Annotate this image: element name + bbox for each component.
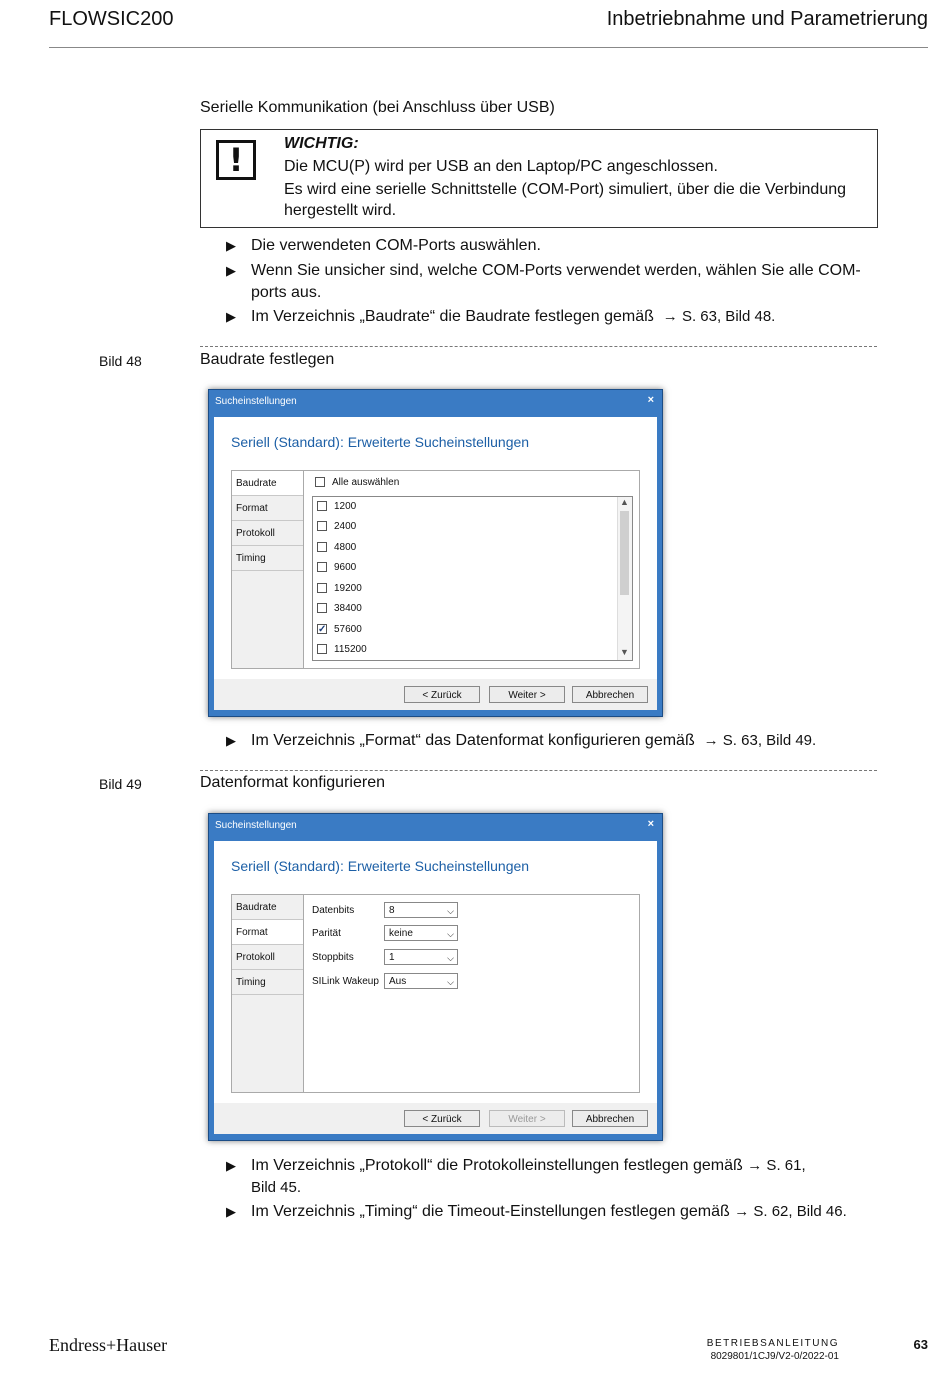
close-icon[interactable]: × [647, 818, 654, 830]
exclamation-icon: ! [216, 140, 256, 180]
list-item[interactable] [317, 540, 356, 556]
list-item[interactable] [317, 601, 362, 617]
cross-reference-link[interactable]: → S. 63, Bild 49. [703, 732, 817, 749]
chevron-down-icon: ⌵ [447, 929, 454, 939]
checkbox[interactable] [317, 603, 327, 613]
datenbits-select[interactable]: 8 ⌵ [384, 902, 458, 918]
stoppbits-select[interactable]: 1 ⌵ [384, 949, 458, 965]
search-settings-dialog-baudrate [208, 389, 663, 717]
scrollbar-thumb[interactable] [620, 511, 629, 595]
doc-header-product: FLOWSIC200 [49, 8, 174, 30]
checkbox[interactable] [317, 562, 327, 572]
baudrate-value: 1200 [334, 501, 357, 512]
checkbox[interactable] [317, 521, 327, 531]
nav-item-protokoll[interactable]: Protokoll [232, 521, 303, 546]
notice-line: Die MCU(P) wird per USB an den Laptop/PC angeschlossen. [284, 158, 718, 175]
chevron-down-icon: ⌵ [447, 977, 454, 987]
bullet-text: Die verwendeten COM-Ports auswählen. [251, 237, 541, 254]
chevron-down-icon: ⌵ [447, 953, 454, 963]
nav-item-timing[interactable]: Timing [232, 970, 303, 995]
checkbox-label: Alle auswählen [332, 477, 400, 488]
figure-divider [200, 346, 877, 347]
dialog-title: Sucheinstellungen [215, 396, 297, 407]
settings-nav [232, 895, 304, 1092]
checkbox[interactable] [317, 542, 327, 552]
figure-title: Baudrate festlegen [200, 351, 335, 368]
nav-item-timing[interactable]: Timing [232, 546, 303, 571]
search-settings-dialog-format [208, 813, 663, 1141]
list-item[interactable] [317, 560, 356, 576]
baudrate-value: 115200 [334, 644, 367, 655]
chevron-down-icon: ⌵ [447, 906, 454, 916]
bullet-text: Im Verzeichnis „Timing“ die Timeout-Einstellungen festlegen gemäß [251, 1203, 730, 1220]
chevron-down-icon[interactable]: ▼ [620, 647, 629, 657]
bullet-arrow-icon: ▶ [226, 1158, 236, 1173]
figure-label: Bild 49 [99, 776, 142, 792]
bullet-text: Wenn Sie unsicher sind, welche COM-Ports verwendet werden, wählen Sie alle COM- [251, 262, 861, 279]
notice-line: hergestellt wird. [284, 202, 397, 219]
document-type: BETRIEBSANLEITUNG [706, 1338, 839, 1349]
dialog-heading: Seriell (Standard): Erweiterte Sucheinstellungen [231, 434, 530, 450]
select-all-checkbox[interactable] [315, 475, 399, 491]
checkbox[interactable] [315, 477, 325, 487]
baudrate-value: 9600 [334, 562, 357, 573]
baudrate-list[interactable] [312, 496, 633, 661]
cross-reference-link[interactable]: → S. 62, Bild 46. [734, 1203, 847, 1220]
field-label: Stoppbits [312, 952, 354, 963]
figure-title: Datenformat konfigurieren [200, 774, 385, 791]
nav-item-baudrate[interactable]: Baudrate [232, 471, 303, 496]
baudrate-value: 2400 [334, 521, 357, 532]
important-notice [200, 129, 878, 228]
field-label: SILink Wakeup [312, 976, 379, 987]
nav-item-format[interactable]: Format [232, 920, 303, 945]
figure-label: Bild 48 [99, 353, 142, 369]
close-icon[interactable]: × [647, 394, 654, 406]
cross-reference-link[interactable]: → S. 63, Bild 48. [662, 308, 776, 325]
checkbox[interactable] [317, 644, 327, 654]
baudrate-value: 4800 [334, 542, 357, 553]
bullet-arrow-icon: ▶ [226, 733, 236, 748]
form-row [312, 973, 454, 991]
nav-item-protokoll[interactable]: Protokoll [232, 945, 303, 970]
header-divider [49, 47, 928, 48]
back-button[interactable]: < Zurück [404, 1110, 480, 1127]
checkbox[interactable] [317, 583, 327, 593]
notice-title: WICHTIG: [284, 135, 359, 152]
silink-wakeup-select[interactable]: Aus ⌵ [384, 973, 458, 989]
page-number: 63 [913, 1337, 928, 1352]
section-title: Serielle Kommunikation (bei Anschluss über USB) [200, 99, 555, 116]
form-row [312, 902, 454, 920]
list-item[interactable] [317, 581, 362, 597]
bullet-arrow-icon: ▶ [226, 263, 236, 278]
field-label: Parität [312, 928, 341, 939]
cancel-button[interactable]: Abbrechen [572, 1110, 648, 1127]
checkbox[interactable] [317, 501, 327, 511]
bullet-text: ports aus. [251, 284, 322, 301]
list-item[interactable] [317, 519, 356, 535]
cross-reference-link[interactable]: Bild 45. [251, 1179, 302, 1196]
brand-logo: Endress+Hauser [49, 1335, 168, 1355]
list-item[interactable] [317, 499, 356, 515]
form-row [312, 949, 454, 967]
baudrate-value: 57600 [334, 624, 362, 635]
checkbox-checked[interactable] [317, 624, 327, 634]
cross-reference-link[interactable]: → S. 61, [747, 1157, 806, 1174]
bullet-arrow-icon: ▶ [226, 238, 236, 253]
form-row [312, 925, 454, 943]
list-item[interactable] [317, 622, 362, 638]
next-button: Weiter > [489, 1110, 565, 1127]
chevron-up-icon[interactable]: ▲ [620, 497, 629, 507]
bullet-text: Im Verzeichnis „Protokoll“ die Protokolleinstellungen festlegen gemäß [251, 1157, 743, 1174]
doc-header-chapter: Inbetriebnahme und Parametrierung [606, 8, 928, 30]
field-label: Datenbits [312, 905, 355, 916]
nav-item-baudrate[interactable]: Baudrate [232, 895, 303, 920]
list-item[interactable] [317, 642, 367, 658]
bullet-text: Im Verzeichnis „Format“ das Datenformat konfigurieren gemäß [251, 732, 695, 749]
figure-divider [200, 770, 877, 771]
dialog-heading: Seriell (Standard): Erweiterte Sucheinstellungen [231, 858, 530, 874]
next-button[interactable]: Weiter > [489, 686, 565, 703]
document-id: 8029801/1CJ9/V2-0/2022-01 [710, 1351, 839, 1362]
bullet-text: Im Verzeichnis „Baudrate“ die Baudrate festlegen gemäß [251, 308, 654, 325]
nav-item-format[interactable]: Format [232, 496, 303, 521]
bullet-arrow-icon: ▶ [226, 1204, 236, 1219]
notice-line: Es wird eine serielle Schnittstelle (COM-Port) simuliert, über die die Verbindung [284, 181, 847, 198]
baudrate-value: 38400 [334, 603, 362, 614]
scrollbar[interactable] [617, 497, 632, 660]
baudrate-value: 19200 [334, 583, 362, 594]
settings-nav [232, 471, 304, 668]
dialog-title: Sucheinstellungen [215, 820, 297, 831]
paritaet-select[interactable]: keine ⌵ [384, 925, 458, 941]
back-button[interactable]: < Zurück [404, 686, 480, 703]
cancel-button[interactable]: Abbrechen [572, 686, 648, 703]
bullet-arrow-icon: ▶ [226, 309, 236, 324]
